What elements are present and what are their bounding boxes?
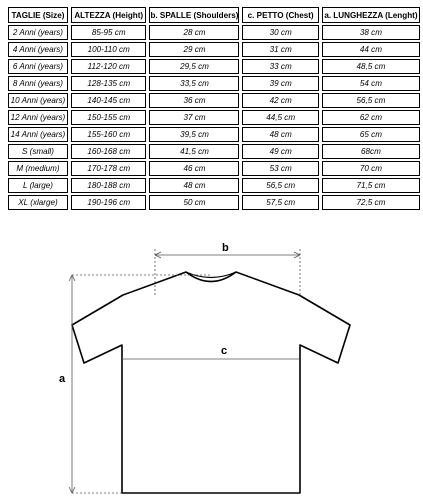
- cell-chest: 39 cm: [242, 76, 318, 91]
- cell-shoulders: 48 cm: [149, 178, 239, 193]
- cell-chest: 53 cm: [242, 161, 318, 176]
- table-row: [8, 59, 420, 74]
- cell-size: XL (xlarge): [8, 195, 68, 210]
- cell-length: 48,5 cm: [322, 59, 420, 74]
- cell-length: 38 cm: [322, 25, 420, 40]
- cell-length: 65 cm: [322, 127, 420, 142]
- cell-chest: 31 cm: [242, 42, 318, 57]
- cell-size: M (medium): [8, 161, 68, 176]
- cell-shoulders: 36 cm: [149, 93, 239, 108]
- cell-height: 112-120 cm: [71, 59, 147, 74]
- label-a: a: [59, 373, 66, 385]
- size-chart-table: [5, 5, 423, 212]
- cell-height: 160-168 cm: [71, 144, 147, 159]
- table-row: [8, 161, 420, 176]
- cell-height: 128-135 cm: [71, 76, 147, 91]
- cell-chest: 49 cm: [242, 144, 318, 159]
- table-header-row: [8, 7, 420, 23]
- cell-height: 150-155 cm: [71, 110, 147, 125]
- header-size: TAGLIE (Size): [8, 7, 68, 23]
- header-shoulders: b. SPALLE (Shoulders): [149, 7, 239, 23]
- cell-chest: 30 cm: [242, 25, 318, 40]
- cell-size: 6 Anni (years): [8, 59, 68, 74]
- cell-length: 44 cm: [322, 42, 420, 57]
- table-row: [8, 93, 420, 108]
- label-c: c: [221, 345, 228, 357]
- cell-shoulders: 39,5 cm: [149, 127, 239, 142]
- cell-chest: 33 cm: [242, 59, 318, 74]
- cell-height: 140-145 cm: [71, 93, 147, 108]
- header-height: ALTEZZA (Height): [71, 7, 147, 23]
- cell-size: 8 Anni (years): [8, 76, 68, 91]
- cell-shoulders: 41,5 cm: [149, 144, 239, 159]
- header-length: a. LUNGHEZZA (Lenght): [322, 7, 420, 23]
- cell-chest: 56,5 cm: [242, 178, 318, 193]
- cell-size: L (large): [8, 178, 68, 193]
- table-row: [8, 76, 420, 91]
- cell-height: 190-196 cm: [71, 195, 147, 210]
- cell-size: 4 Anni (years): [8, 42, 68, 57]
- cell-size: 2 Anni (years): [8, 25, 68, 40]
- cell-length: 72,5 cm: [322, 195, 420, 210]
- cell-height: 85-95 cm: [71, 25, 147, 40]
- cell-height: 180-188 cm: [71, 178, 147, 193]
- cell-height: 170-178 cm: [71, 161, 147, 176]
- cell-height: 100-110 cm: [71, 42, 147, 57]
- cell-size: S (small): [8, 144, 68, 159]
- table-row: [8, 25, 420, 40]
- cell-chest: 42 cm: [242, 93, 318, 108]
- cell-shoulders: 33,5 cm: [149, 76, 239, 91]
- cell-shoulders: 50 cm: [149, 195, 239, 210]
- cell-length: 54 cm: [322, 76, 420, 91]
- cell-length: 70 cm: [322, 161, 420, 176]
- cell-shoulders: 46 cm: [149, 161, 239, 176]
- cell-shoulders: 37 cm: [149, 110, 239, 125]
- header-chest: c. PETTO (Chest): [242, 7, 318, 23]
- tshirt-measurement-diagram: [0, 225, 423, 500]
- cell-shoulders: 29 cm: [149, 42, 239, 57]
- cell-chest: 44,5 cm: [242, 110, 318, 125]
- table-row: [8, 178, 420, 193]
- cell-chest: 57,5 cm: [242, 195, 318, 210]
- tshirt-outline: [72, 272, 350, 493]
- cell-length: 62 cm: [322, 110, 420, 125]
- cell-height: 155-160 cm: [71, 127, 147, 142]
- cell-shoulders: 28 cm: [149, 25, 239, 40]
- cell-length: 56,5 cm: [322, 93, 420, 108]
- cell-size: 10 Anni (years): [8, 93, 68, 108]
- cell-size: 12 Anni (years): [8, 110, 68, 125]
- cell-size: 14 Anni (years): [8, 127, 68, 142]
- table-row: [8, 144, 420, 159]
- length-measure: [69, 275, 210, 493]
- cell-shoulders: 29,5 cm: [149, 59, 239, 74]
- table-row: [8, 127, 420, 142]
- table-row: [8, 195, 420, 210]
- table-row: [8, 110, 420, 125]
- cell-length: 68cm: [322, 144, 420, 159]
- cell-length: 71,5 cm: [322, 178, 420, 193]
- label-b: b: [222, 242, 229, 254]
- table-row: [8, 42, 420, 57]
- cell-chest: 48 cm: [242, 127, 318, 142]
